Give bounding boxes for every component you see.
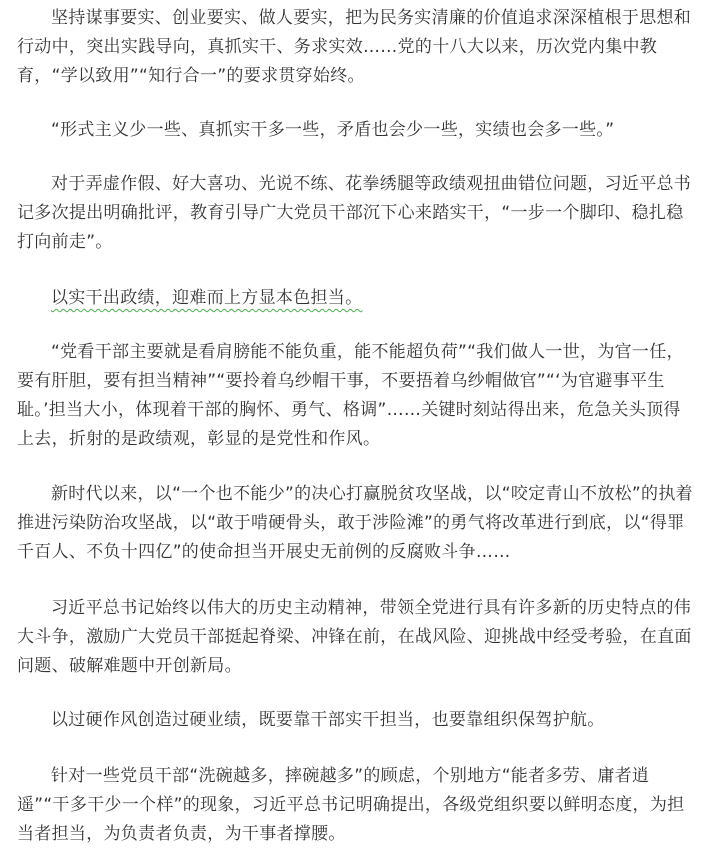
paragraph-2: “形式主义少一些、真抓实干多一些，矛盾也会少一些，实绩也会多一些。”: [51, 120, 615, 140]
paragraph-5: “党看干部主要就是看肩膀能不能负重，能不能超负荷”“我们做人一世，为官一任，要有肝胆，要有担当精神”“要拎着乌纱帽干事，不要捂着乌纱帽做官”“‘为官避事平生耻。’担当大小，体现着干部的胸怀、勇气、格调”……关键时刻站得出来，危急关头顶得上去，折射的是政绩观，彰显的是党性和作风。: [17, 342, 684, 449]
paragraph-8: 以过硬作风创造过硬业绩，既要靠干部实干担当，也要靠组织保驾护航。: [51, 710, 605, 730]
paragraph-7: 习近平总书记始终以伟大的历史主动精神，带领全党进行具有许多新的历史特点的伟大斗争，激励广大党员干部挺起脊梁、冲锋在前，在战风险、迎挑战中经受考验，在直面问题、破解难题中开创新局。: [17, 598, 692, 676]
paragraph-3: 对于弄虚作假、好大喜功、光说不练、花拳绣腿等政绩观扭曲错位问题，习近平总书记多次提出明确批评，教育引导广大党员干部沉下心来踏实干，“一步一个脚印、稳扎稳打向前走”。: [17, 174, 692, 252]
paragraph-1: 坚持谋事要实、创业要实、做人要实，把为民务实清廉的价值追求深深植根于思想和行动中，突出实践导向，真抓实干、务求实效……党的十八大以来，历次党内集中教育，“学以致用”“知行合一”的要求贯穿始终。: [17, 8, 692, 86]
paragraph-9: 针对一些党员干部“洗碗越多，摔碗越多”的顾虑，个别地方“能者多劳、庸者逍遥”“干多干少一个样”的现象，习近平总书记明确提出，各级党组织要以鲜明态度，为担当者担当，为负责者负责，为干事者撑腰。: [17, 766, 685, 844]
spellcheck-highlight: 以实干出政绩，迎难而上方显本色担当。: [51, 288, 363, 308]
paragraph-6: 新时代以来，以“一个也不能少”的决心打赢脱贫攻坚战，以“咬定青山不放松”的执着推进污染防治攻坚战，以“敢于啃硬骨头，敢于涉险滩”的勇气将改革进行到底，以“得罪千百人、不负十四亿”的使命担当开展史无前例的反腐败斗争……: [17, 484, 693, 562]
paragraph-4: [17, 284, 697, 313]
